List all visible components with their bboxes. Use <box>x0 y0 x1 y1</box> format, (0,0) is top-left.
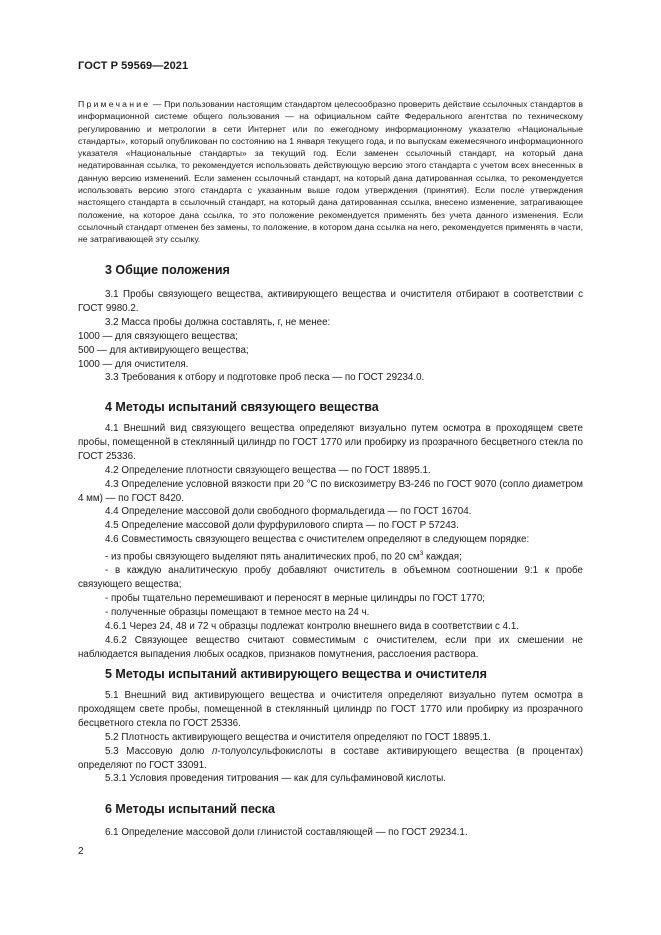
clause-4-6: 4.6 Совместимость связующего вещества с очистителем определяют в следующем порядке: <box>105 534 530 546</box>
section-4-body <box>78 422 583 662</box>
note-label: Примечание <box>78 99 151 109</box>
list-item: 500 — для активирующего вещества; <box>78 344 249 356</box>
clause-4-6-1: 4.6.1 Через 24, 48 и 72 ч образцы подлежат контролю внешнего вида в соответствии с 4.1. <box>105 620 520 632</box>
section-6-body <box>78 826 583 840</box>
list-item: - пробы тщательно перемешивают и переносят в мерные цилиндры по ГОСТ 1770; <box>105 593 486 605</box>
clause-4-4: 4.4 Определение массовой доли свободного формальдегида — по ГОСТ 16704. <box>105 506 472 518</box>
section-6-title: 6 Методы испытаний песка <box>105 802 275 816</box>
clause-4-2: 4.2 Определение плотности связующего вещества — по ГОСТ 18895.1. <box>105 464 431 476</box>
clause-5-3: 5.3 Массовую долю п-толуолсульфокислоты в составе активирующего вещества (в процентах) определяют по ГОСТ 33091. <box>78 745 583 771</box>
clause-5-2: 5.2 Плотность активирующего вещества и очистителя определяют по ГОСТ 18895.1. <box>105 731 491 743</box>
list-item: - в каждую аналитическую пробу добавляют очиститель в объемном соотношении 9:1 к пробе связующего вещества; <box>78 565 583 591</box>
list-item: 1000 — для связующего вещества; <box>78 330 238 342</box>
list-item: 1000 — для очистителя. <box>78 358 189 370</box>
clause-5-1: 5.1 Внешний вид активирующего вещества и очистителя определяют визуально путем осмотра в проходящем свете пробы, помещенной в стеклянный цилиндр по ГОСТ 1770 или пробирку из прозрачного бесцветного стекла по ГОСТ 25336. <box>78 690 583 729</box>
clause-5-3-1: 5.3.1 Условия проведения титрования — как для сульфаминовой кислоты. <box>105 773 446 785</box>
page-number: 2 <box>78 846 84 857</box>
section-5-body <box>78 689 583 786</box>
clause-4-6-2: 4.6.2 Связующее вещество считают совместимым с очистителем, если при их смешении не наблюдается выпадения любых осадков, признаков помутнения, расслоения раствора. <box>78 634 583 660</box>
list-item: - полученные образцы помещают в темное место на 24 ч. <box>105 607 370 619</box>
clause-3-3: 3.3 Требования к отбору и подготовке проб песка — по ГОСТ 29234.0. <box>105 372 425 384</box>
clause-4-5: 4.5 Определение массовой доли фурфурилового спирта — по ГОСТ Р 57243. <box>105 520 459 532</box>
section-3-title: 3 Общие положения <box>105 263 230 277</box>
section-3-body <box>78 288 583 385</box>
list-item: - из пробы связующего выделяют пять аналитических проб, по 20 $см^3$ каждая; <box>105 550 462 563</box>
clause-4-1: 4.1 Внешний вид связующего вещества определяют визуально путем осмотра в проходящем свете пробы, помещенной в стеклянный цилиндр по ГОСТ 1770 или пробирку из прозрачного бесцветного стекла по ГОСТ 25336. <box>78 423 583 462</box>
document-code: ГОСТ Р 59569—2021 <box>78 60 189 72</box>
clause-3-1: 3.1 Пробы связующего вещества, активирующего вещества и очистителя отбирают в соответствии с ГОСТ 9980.2. <box>78 289 583 314</box>
note-text: — При пользовании настоящим стандартом целесообразно проверить действие ссылочных стандартов в информационной системе общего пользования — на официальном сайте Федерального агентства по техническому регулированию и метрологии в сети Интернет или по ежегодному информационному указателю «Национальные стандарты», который опубликован по состоянию на 1 января текущего года, и по выпускам ежемесячного информационного указателя «Национальные стандарты» за текущий год. Если заменен ссылочный стандарт, на который дана недатированная ссылка, то рекомендуется использовать действующую версию этого стандарта с учетом всех внесенных в данную версию изменений. Если заменен ссылочный стандарт, на который дана датированная ссылка, то рекомендуется использовать версию этого стандарта с указанным выше годом утверждения (принятия). Если после утверждения настоящего стандарта в ссылочный стандарт, на который дана датированная ссылка, внесено изменение, затрагивающее положение, на которое дана ссылка, то это положение рекомендуется применять без учета данного изменения. Если ссылочный стандарт отменен без замены, то положение, в котором дана ссылка на него, рекомендуется применять в части, не затрагивающей эту ссылку. <box>78 99 583 245</box>
clause-6-1: 6.1 Определение массовой доли глинистой составляющей — по ГОСТ 29234.1. <box>105 827 468 838</box>
note-block <box>78 98 583 246</box>
section-5-title: 5 Методы испытаний активирующего вещества и очистителя <box>105 667 487 681</box>
clause-3-2: 3.2 Масса пробы должна составлять, г, не менее: <box>105 316 331 328</box>
section-4-title: 4 Методы испытаний связующего вещества <box>105 400 379 414</box>
clause-4-3: 4.3 Определение условной вязкости при 20 °С по вискозиметру ВЗ-246 по ГОСТ 9070 (сопло диаметром 4 мм) — по ГОСТ 8420. <box>78 478 583 504</box>
